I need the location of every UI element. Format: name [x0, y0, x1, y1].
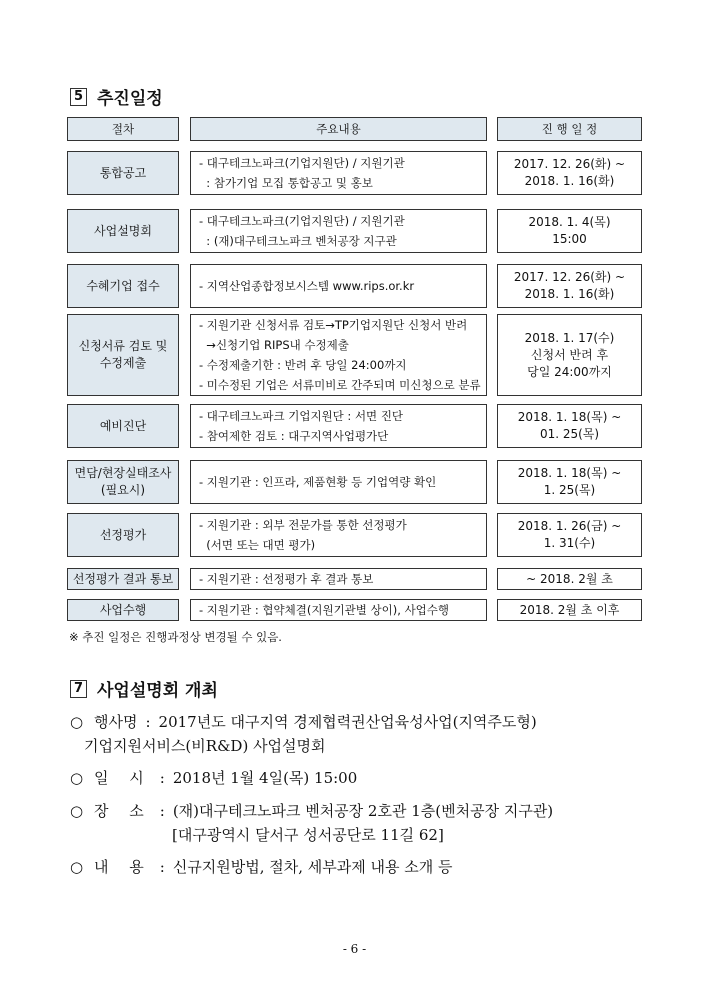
date-cell [497, 599, 642, 621]
cell-line: - 지역산업종합정보시스템 www.rips.or.kr [199, 279, 415, 293]
cell-line: 2018. 1. 18(목) ~ [517, 410, 622, 424]
step-cell [67, 460, 179, 504]
cell-line: - 지원기관 : 인프라, 제품현황 등 기업역량 확인 [199, 475, 437, 489]
cell-line: 2017. 12. 26(화) ~ [513, 157, 626, 171]
item-value-continued: 기업지원서비스(비R&D) 사업설명회 [84, 737, 326, 755]
step-cell [67, 314, 179, 396]
content-cell [190, 404, 487, 448]
cell-line: 당일 24:00까지 [527, 364, 612, 379]
cell-line: : (재)대구테크노파크 벤처공장 지구관 [199, 234, 397, 248]
content-cell [190, 568, 487, 590]
cell-line: 수정제출 [99, 356, 147, 370]
schedule-note: ※ 추진 일정은 진행과정상 변경될 수 있음. [69, 630, 282, 644]
cell-line: - 지원기관 신청서류 검토→TP기업지원단 신청서 반려 [199, 318, 468, 332]
content-cell [190, 151, 487, 195]
content-cell [190, 209, 487, 253]
section-number: 5 [70, 88, 87, 106]
header-content: 주요내용 [190, 117, 487, 141]
cell-line: →신청기업 RIPS내 수정제출 [199, 338, 349, 352]
cell-line: 2018. 1. 26(금) ~ [517, 519, 622, 533]
step-cell [67, 568, 179, 590]
cell-line: 1. 31(수) [543, 536, 596, 550]
cell-line: 통합공고 [99, 165, 147, 180]
cell-line: - 지원기관 : 협약체결(지원기관별 상이), 사업수행 [199, 603, 449, 617]
item-label: 행사명 [94, 713, 138, 731]
header-date: 진 행 일 정 [497, 117, 642, 141]
content-cell [190, 264, 487, 308]
item-label: 일 시 [94, 769, 152, 787]
cell-line: 2018. 1. 18(목) ~ [517, 466, 622, 480]
cell-line: 사업설명회 [94, 223, 152, 238]
bullet-icon: ○ [70, 769, 84, 787]
content-cell [190, 599, 487, 621]
date-cell [497, 404, 642, 448]
cell-line: 신청서류 검토 및 [78, 339, 168, 353]
date-cell [497, 264, 642, 308]
cell-line: 2018. 1. 16(화) [524, 174, 615, 188]
item-value: 신규지원방법, 절차, 세부과제 내용 소개 등 [172, 858, 453, 876]
item-value-continued: [대구광역시 달서구 성서공단로 11길 62] [172, 826, 444, 844]
date-cell [497, 151, 642, 195]
step-cell [67, 151, 179, 195]
seminar-item-venue [70, 799, 680, 847]
cell-line: 01. 25(목) [539, 427, 600, 441]
date-cell [497, 209, 642, 253]
content-cell [190, 460, 487, 504]
cell-line: ~ 2018. 2월 초 [526, 571, 613, 586]
item-label: 내 용 [94, 858, 152, 876]
cell-line: - 대구테크노파크(기업지원단) / 지원기관 [199, 156, 405, 170]
section-7-heading [70, 676, 218, 701]
cell-line: - 대구테크노파크 기업지원단 : 서면 진단 [199, 409, 404, 423]
cell-line: 15:00 [552, 232, 587, 246]
date-cell [497, 460, 642, 504]
cell-line: 선정평가 [99, 527, 147, 542]
date-cell [497, 513, 642, 557]
cell-line: 예비진단 [99, 418, 147, 433]
item-value: 2017년도 대구지역 경제협력권산업육성사업(지역주도형) [158, 713, 537, 731]
cell-line: - 대구테크노파크(기업지원단) / 지원기관 [199, 214, 405, 228]
step-cell [67, 264, 179, 308]
cell-line: - 지원기관 : 선정평가 후 결과 통보 [199, 572, 374, 586]
item-separator: : [159, 858, 165, 876]
seminar-item-content [70, 855, 670, 879]
item-separator: : [159, 802, 165, 820]
cell-line: - 수정제출기한 : 반려 후 당일 24:00까지 [199, 358, 407, 372]
step-cell [67, 513, 179, 557]
cell-line: 사업수행 [99, 602, 147, 617]
item-label: 장 소 [94, 802, 152, 820]
item-value: 2018년 1월 4일(목) 15:00 [172, 769, 358, 787]
seminar-item-event [70, 710, 670, 758]
content-cell [190, 314, 487, 396]
cell-line: (서면 또는 대면 평가) [199, 538, 316, 552]
cell-line: - 미수정된 기업은 서류미비로 간주되며 미신청으로 분류 [199, 378, 481, 392]
cell-line: - 지원기관 : 외부 전문가를 통한 선정평가 [199, 518, 407, 532]
bullet-icon: ○ [70, 858, 84, 876]
cell-line: 면담/현장실태조사 [74, 466, 172, 480]
section-number: 7 [70, 680, 87, 698]
date-cell [497, 568, 642, 590]
item-value: (재)대구테크노파크 벤처공장 2호관 1층(벤처공장 지구관) [172, 802, 554, 820]
cell-line: - 참여제한 검토 : 대구지역사업평가단 [199, 429, 389, 443]
cell-line: : 참가기업 모집 통합공고 및 홍보 [199, 176, 373, 190]
cell-line: 2018. 1. 16(화) [524, 287, 615, 301]
item-separator: : [159, 769, 165, 787]
cell-line: 2018. 1. 17(수) [524, 330, 615, 345]
seminar-item-datetime [70, 766, 670, 790]
cell-line: (필요시) [100, 483, 146, 497]
section-5-heading [70, 84, 163, 109]
content-cell [190, 513, 487, 557]
cell-line: 2018. 2월 초 이후 [519, 602, 620, 617]
header-step: 절차 [67, 117, 179, 141]
cell-line: 선정평가 결과 통보 [72, 571, 174, 586]
page-number: - 6 - [342, 942, 367, 956]
cell-line: 수혜기업 접수 [86, 278, 160, 293]
bullet-icon: ○ [70, 802, 84, 820]
step-cell [67, 209, 179, 253]
cell-line: 2018. 1. 4(목) [528, 215, 611, 229]
step-cell [67, 599, 179, 621]
cell-line: 1. 25(목) [543, 483, 596, 497]
step-cell [67, 404, 179, 448]
cell-line: 신청서 반려 후 [530, 347, 609, 362]
bullet-icon: ○ [70, 713, 84, 731]
date-cell [497, 314, 642, 396]
cell-line: 2017. 12. 26(화) ~ [513, 270, 626, 284]
section-title: 사업설명회 개최 [97, 681, 218, 701]
item-separator: : [145, 713, 151, 731]
section-title: 추진일정 [97, 89, 163, 109]
